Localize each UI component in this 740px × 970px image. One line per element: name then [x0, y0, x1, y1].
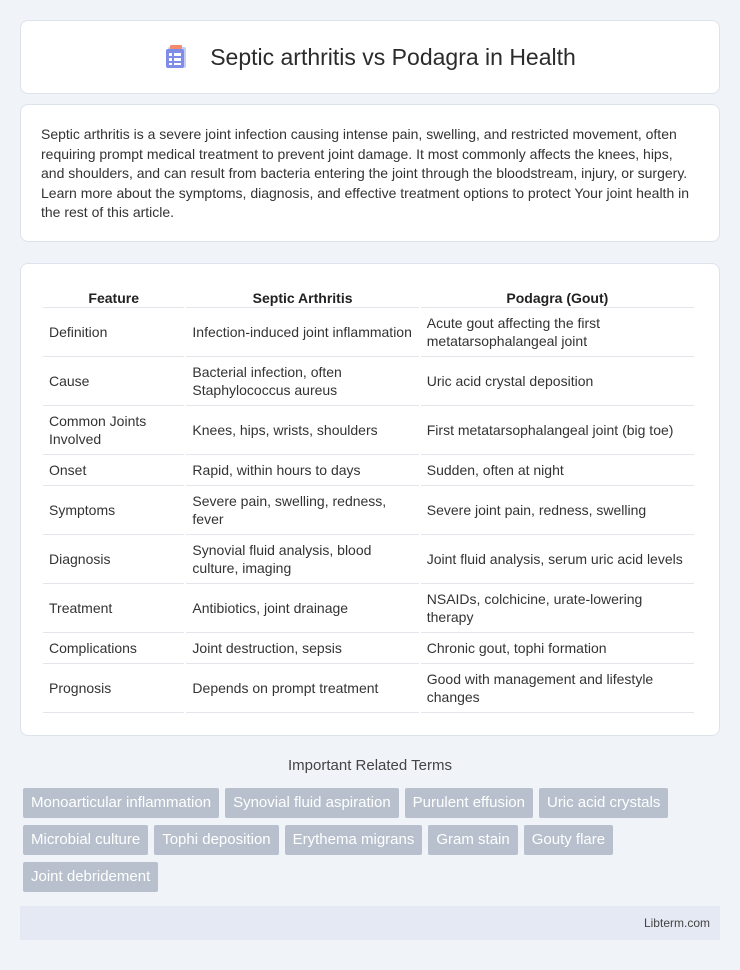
table-cell: Common Joints Involved — [43, 406, 184, 455]
table-row — [43, 308, 694, 357]
related-terms-list — [23, 788, 723, 899]
table-cell: Definition — [43, 308, 184, 357]
comparison-table-card — [20, 263, 720, 736]
page-title: Septic arthritis vs Podagra in Health — [210, 43, 576, 70]
table-row — [43, 664, 694, 713]
table-cell: Onset — [43, 455, 184, 486]
related-term-tag[interactable]: Tophi deposition — [154, 825, 278, 855]
table-cell: NSAIDs, colchicine, urate-lowering therapy — [421, 584, 694, 633]
table-cell: Severe pain, swelling, redness, fever — [186, 486, 418, 535]
table-cell: Chronic gout, tophi formation — [421, 633, 694, 664]
table-cell: Complications — [43, 633, 184, 664]
intro-text: Septic arthritis is a severe joint infection causing intense pain, swelling, and restricted movement, often requiring prompt medical treatment to prevent joint damage. It most commonly affects the knees, hips, and shoulders, and can result from bacteria entering the joint through the bloodstream, injury, or surgery. Learn more about the symptoms, diagnosis, and effective treatment options to protect Your joint health in the rest of this article. — [41, 126, 690, 221]
table-cell: Cause — [43, 357, 184, 406]
table-cell: Bacterial infection, often Staphylococcus aureus — [186, 357, 418, 406]
related-term-tag[interactable]: Erythema migrans — [285, 825, 423, 855]
table-row — [43, 357, 694, 406]
related-term-tag[interactable]: Joint debridement — [23, 862, 158, 892]
table-cell: Joint destruction, sepsis — [186, 633, 418, 664]
table-cell: Good with management and lifestyle changes — [421, 664, 694, 713]
footer-site-link[interactable]: Libterm.com — [643, 916, 710, 930]
related-terms-title: Important Related Terms — [288, 757, 452, 774]
table-row — [43, 455, 694, 486]
intro-card — [20, 104, 720, 242]
table-cell: Uric acid crystal deposition — [421, 357, 694, 406]
column-header: Feature — [43, 284, 184, 308]
table-cell: Sudden, often at night — [421, 455, 694, 486]
table-cell: Severe joint pain, redness, swelling — [421, 486, 694, 535]
related-term-tag[interactable]: Synovial fluid aspiration — [225, 788, 399, 818]
table-cell: Acute gout affecting the first metatarsophalangeal joint — [421, 308, 694, 357]
table-cell: Symptoms — [43, 486, 184, 535]
table-cell: Depends on prompt treatment — [186, 664, 418, 713]
related-term-tag[interactable]: Purulent effusion — [405, 788, 533, 818]
table-cell: Antibiotics, joint drainage — [186, 584, 418, 633]
header-card — [20, 20, 720, 94]
table-cell: Prognosis — [43, 664, 184, 713]
related-term-tag[interactable]: Monoarticular inflammation — [23, 788, 219, 818]
column-header: Podagra (Gout) — [421, 284, 694, 308]
table-row — [43, 535, 694, 584]
related-term-tag[interactable]: Gouty flare — [524, 825, 613, 855]
footer — [20, 906, 720, 940]
table-cell: Rapid, within hours to days — [186, 455, 418, 486]
table-cell: Diagnosis — [43, 535, 184, 584]
related-term-tag[interactable]: Uric acid crystals — [539, 788, 668, 818]
table-row — [43, 633, 694, 664]
column-header: Septic Arthritis — [186, 284, 418, 308]
table-cell: Knees, hips, wrists, shoulders — [186, 406, 418, 455]
table-cell: Infection-induced joint inflammation — [186, 308, 418, 357]
table-cell: Treatment — [43, 584, 184, 633]
table-row — [43, 406, 694, 455]
table-cell: Synovial fluid analysis, blood culture, imaging — [186, 535, 418, 584]
document-stack-icon — [164, 44, 190, 70]
table-cell: Joint fluid analysis, serum uric acid levels — [421, 535, 694, 584]
related-term-tag[interactable]: Gram stain — [428, 825, 517, 855]
table-row — [43, 486, 694, 535]
table-cell: First metatarsophalangeal joint (big toe) — [421, 406, 694, 455]
comparison-table — [41, 284, 696, 713]
related-term-tag[interactable]: Microbial culture — [23, 825, 148, 855]
table-row — [43, 584, 694, 633]
